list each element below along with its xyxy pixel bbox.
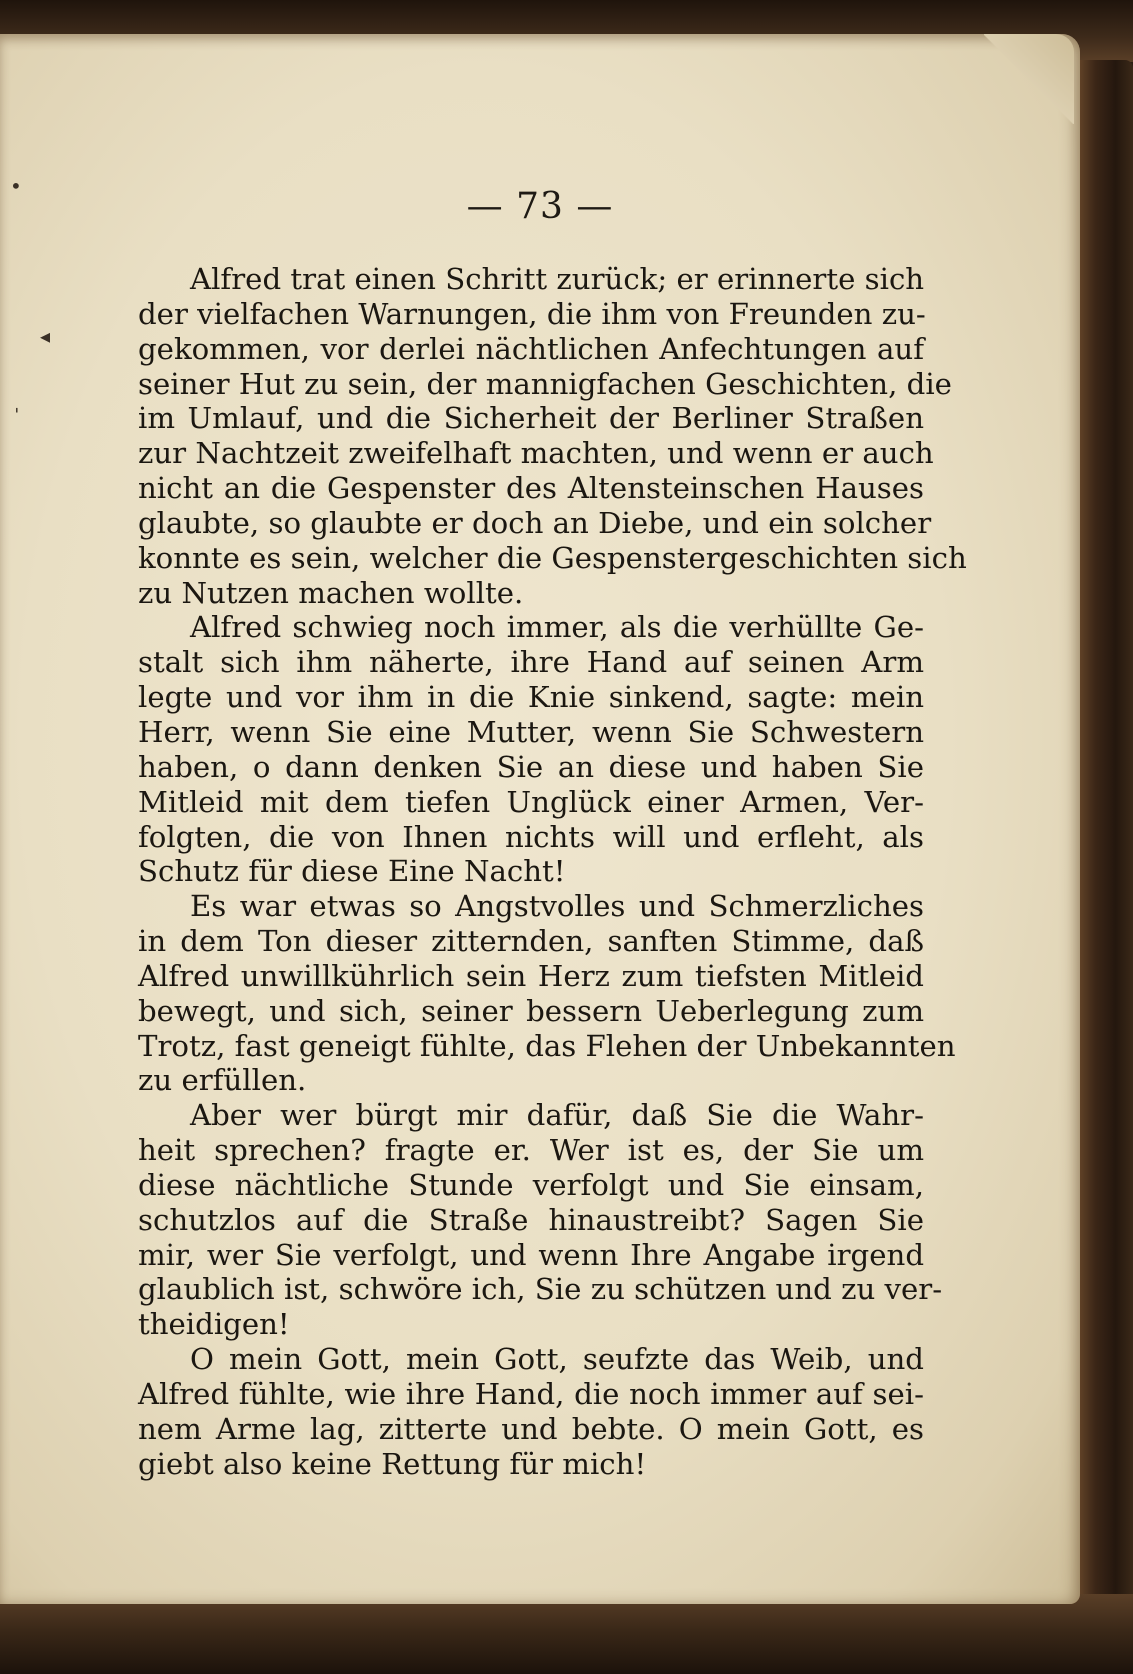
dog-ear-corner [984, 34, 1074, 124]
text-line: haben, o dann denken Sie an diese und haben Sie [138, 749, 924, 784]
text-line: Schutz für diese Eine Nacht! [138, 854, 566, 889]
text-line: Aber wer bürgt mir dafür, daß Sie die Wahr- [190, 1098, 924, 1133]
text-line: seiner Hut zu sein, der mannigfachen Geschichten, die [138, 366, 952, 401]
text-line: legte und vor ihm in die Knie sinkend, sagte: mein [138, 680, 924, 715]
book-page [0, 34, 1080, 1604]
text-line: stalt sich ihm näherte, ihre Hand auf seinen Arm [138, 645, 924, 680]
text-line: mir, wer Sie verfolgt, und wenn Ihre Angabe irgend [138, 1237, 924, 1272]
text-line: Herr, wenn Sie eine Mutter, wenn Sie Schwestern [138, 714, 924, 749]
text-line: zur Nachtzeit zweifelhaft machten, und wenn er auch [138, 436, 934, 471]
book-spine-edge [1075, 60, 1133, 1620]
text-line: Mitleid mit dem tiefen Unglück einer Armen, Ver- [138, 784, 924, 819]
text-line: Alfred trat einen Schritt zurück; er erinnerte sich [190, 262, 925, 296]
body-text [138, 262, 967, 1482]
text-line: zu erfüllen. [138, 1063, 307, 1098]
text-line: nicht an die Gespenster des Altensteinschen Hauses [138, 471, 924, 506]
text-line: O mein Gott, mein Gott, seufzte das Weib, und [190, 1342, 924, 1377]
text-line: Alfred unwillkührlich sein Herz zum tiefsten Mitleid [138, 958, 924, 993]
text-line: bewegt, und sich, seiner bessern Ueberlegung zum [138, 993, 924, 1028]
text-line: Alfred schwieg noch immer, als die verhüllte Ge- [190, 610, 924, 645]
text-line: Es war etwas so Angstvolles und Schmerzliches [190, 889, 924, 924]
text-line: glaublich ist, schwöre ich, Sie zu schützen und zu ver- [138, 1272, 943, 1307]
text-line: glaubte, so glaubte er doch an Diebe, und ein solcher [138, 505, 932, 540]
text-line: zu Nutzen machen wollte. [138, 575, 524, 610]
margin-mark: • [10, 174, 22, 198]
text-line: theidigen! [138, 1307, 290, 1342]
text-line: im Umlauf, und die Sicherheit der Berliner Straßen [138, 401, 924, 436]
text-line: Trotz, fast geneigt fühlte, das Flehen der Unbekannten [138, 1028, 956, 1063]
text-line: giebt also keine Rettung für mich! [138, 1446, 647, 1481]
margin-mark: ˈ [14, 404, 20, 428]
text-line: schutzlos auf die Straße hinaustreibt? Sagen Sie [138, 1202, 924, 1237]
text-line: in dem Ton dieser zitternden, sanften Stimme, daß [138, 924, 924, 959]
text-line: konnte es sein, welcher die Gespenstergeschichten sich [138, 540, 967, 575]
book-bottom-edge [0, 1594, 1133, 1674]
text-line: folgten, die von Ihnen nichts will und erfleht, als [138, 819, 924, 854]
margin-mark: ◂ [40, 324, 51, 348]
text-line: nem Arme lag, zitterte und bebte. O mein Gott, es [138, 1411, 924, 1446]
text-line: Alfred fühlte, wie ihre Hand, die noch immer auf sei- [138, 1377, 924, 1411]
text-line: diese nächtliche Stunde verfolgt und Sie einsam, [138, 1167, 924, 1202]
text-line: heit sprechen? fragte er. Wer ist es, der Sie um [138, 1133, 924, 1168]
page-number: — 73 — [466, 186, 614, 227]
text-line: der vielfachen Warnungen, die ihm von Freunden zu- [138, 296, 926, 331]
text-line: gekommen, vor derlei nächtlichen Anfechtungen auf [138, 331, 924, 366]
